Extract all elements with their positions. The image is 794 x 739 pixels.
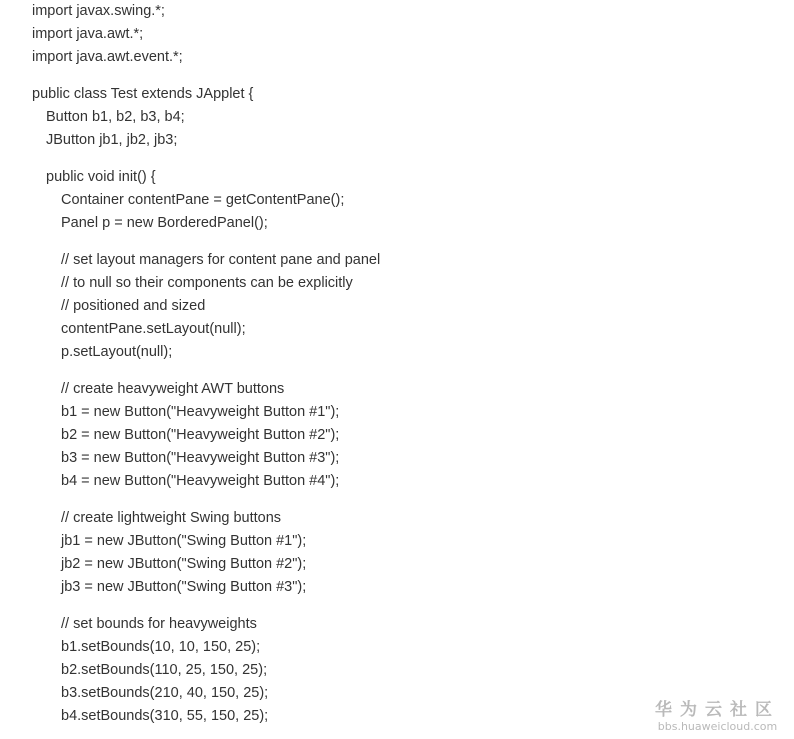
fields-block — [32, 106, 772, 152]
code-line: import java.awt.event.*; — [32, 49, 183, 65]
code-line: jb3 = new JButton("Swing Button #3"); — [61, 579, 307, 595]
code-line: b1.setBounds(10, 10, 150, 25); — [61, 639, 261, 655]
watermark — [655, 700, 780, 733]
code-line: b4 = new Button("Heavyweight Button #4"); — [61, 473, 340, 489]
class-declaration-block — [32, 83, 772, 106]
code-line: b2 = new Button("Heavyweight Button #2"); — [61, 427, 340, 443]
code-line: b3.setBounds(210, 40, 150, 25); — [61, 685, 269, 701]
code-line: p.setLayout(null); — [61, 344, 173, 360]
code-line: Button b1, b2, b3, b4; — [46, 109, 185, 125]
code-line: JButton jb1, jb2, jb3; — [46, 132, 178, 148]
code-line: jb2 = new JButton("Swing Button #2"); — [61, 556, 307, 572]
code-comment: // set layout managers for content pane and panel — [61, 252, 381, 268]
code-line: b4.setBounds(310, 55, 150, 25); — [61, 708, 269, 724]
init-method-header — [32, 166, 772, 189]
code-comment: // create lightweight Swing buttons — [61, 510, 282, 526]
init-setup-block — [32, 189, 772, 235]
lightweight-buttons-block — [32, 507, 772, 599]
code-line: Panel p = new BorderedPanel(); — [61, 215, 268, 231]
code-line: import java.awt.*; — [32, 26, 144, 42]
code-line: jb1 = new JButton("Swing Button #1"); — [61, 533, 307, 549]
code-line: b1 = new Button("Heavyweight Button #1"); — [61, 404, 340, 420]
layout-block — [32, 249, 772, 364]
watermark-title: 华为云社区 — [655, 700, 780, 720]
code-comment: // to null so their components can be explicitly — [61, 275, 353, 291]
watermark-url: bbs.huaweicloud.com — [657, 720, 778, 733]
code-line: b2.setBounds(110, 25, 150, 25); — [61, 662, 268, 678]
code-line: contentPane.setLayout(null); — [61, 321, 246, 337]
imports-block — [32, 0, 772, 69]
code-comment: // positioned and sized — [61, 298, 206, 314]
code-line: public class Test extends JApplet { — [32, 86, 254, 102]
code-line: public void init() { — [46, 169, 156, 185]
code-line: Container contentPane = getContentPane(); — [61, 192, 345, 208]
code-line: import javax.swing.*; — [32, 3, 165, 19]
code-comment: // set bounds for heavyweights — [61, 616, 257, 632]
code-line: b3 = new Button("Heavyweight Button #3"); — [61, 450, 340, 466]
code-listing — [32, 0, 772, 728]
heavyweight-buttons-block — [32, 378, 772, 493]
code-comment: // create heavyweight AWT buttons — [61, 381, 285, 397]
